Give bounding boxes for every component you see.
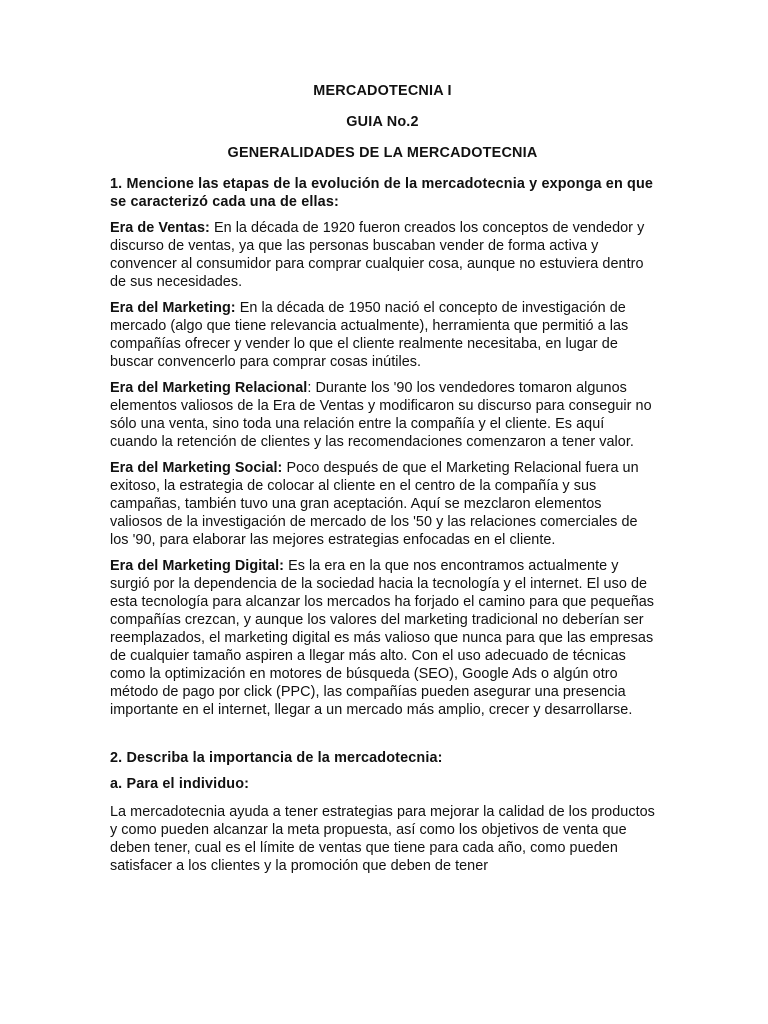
era-relational-label: Era del Marketing Relacional: [110, 380, 308, 396]
era-digital-text: Es la era en la que nos encontramos actualmente y surgió por la dependencia de la sociedad hacia la tecnología y el internet. El uso de esta tecnología para alcanzar los mercados ha forjado el camino para que pequeñas compañías crezcan, y aunque los valores del marketing tradicional no deberían ser reemplazados, el marketing digital es más valioso que nunca para que las empresas de cualquier tamaño aspiren a llegar más alto. Con el uso adecuado de técnicas como la optimización en motores de búsqueda (SEO), Google Ads o algún otro método de pago por click (PPC), las compañías pueden asegurar una presencia importante en el internet, llegar a un mercado más amplio, crecer y desarrollarse.: [110, 558, 655, 718]
era-social-paragraph: [110, 459, 655, 549]
course-title: MERCADOTECNIA I: [313, 83, 452, 99]
era-sales-text: En la década de 1920 fueron creados los conceptos de vendedor y discurso de ventas, ya que las personas buscaban vender de forma activa y convencer al consumidor para comprar cualquier cosa, aunque no estuviera dentro de sus necesidades.: [110, 220, 645, 290]
era-social-text: Poco después de que el Marketing Relacional fuera un exitoso, la estrategia de colocar al cliente en el centro de la compañía y sus campañas, también tuvo una gran aceptación. Aquí se mezclaron elementos valiosos de la investigación de mercado de los '50 y las relaciones comerciales de los '90, para elaborar las mejores estrategias enfocadas en el cliente.: [110, 460, 639, 548]
era-relational-text: : Durante los '90 los vendedores tomaron algunos elementos valiosos de la Era de Ventas y modificaron su discurso para conseguir no sólo una venta, sino toda una relación entre la compañía y el cliente. Es aquí cuando la retención de clientes y las recomendaciones comenzaron a tener valor.: [110, 380, 652, 450]
question-2a-answer: La mercadotecnia ayuda a tener estrategias para mejorar la calidad de los productos y como pueden alcanzar la meta propuesta, así como los objetivos de venta que deben tener, cual es el límite de ventas que tiene para cada año, como pueden satisfacer a los clientes y la promoción que deben de tener: [110, 804, 655, 874]
document-page: [110, 82, 655, 883]
era-sales-paragraph: [110, 219, 655, 291]
era-relational-paragraph: [110, 379, 655, 451]
question-2a-heading: a. Para el individuo:: [110, 776, 250, 792]
era-digital-paragraph: [110, 557, 655, 719]
question-1: 1. Mencione las etapas de la evolución de la mercadotecnia y exponga en que se caracterizó cada una de ellas:: [110, 176, 654, 210]
topic-title: GENERALIDADES DE LA MERCADOTECNIA: [227, 145, 538, 161]
era-marketing-text: En la década de 1950 nació el concepto de investigación de mercado (algo que tiene relevancia actualmente), herramienta que permitió a las compañías ofrecer y vender lo que el cliente realmente necesitaba, en lugar de buscar convencerlo para comprar cosas inútiles.: [110, 300, 629, 370]
question-2: 2. Describa la importancia de la mercadotecnia:: [110, 750, 443, 766]
era-sales-label: Era de Ventas:: [110, 220, 210, 236]
era-digital-label: Era del Marketing Digital:: [110, 558, 285, 574]
era-marketing-label: Era del Marketing:: [110, 300, 236, 316]
era-marketing-paragraph: [110, 299, 655, 371]
era-social-label: Era del Marketing Social:: [110, 460, 283, 476]
guide-number: GUIA No.2: [346, 114, 419, 130]
